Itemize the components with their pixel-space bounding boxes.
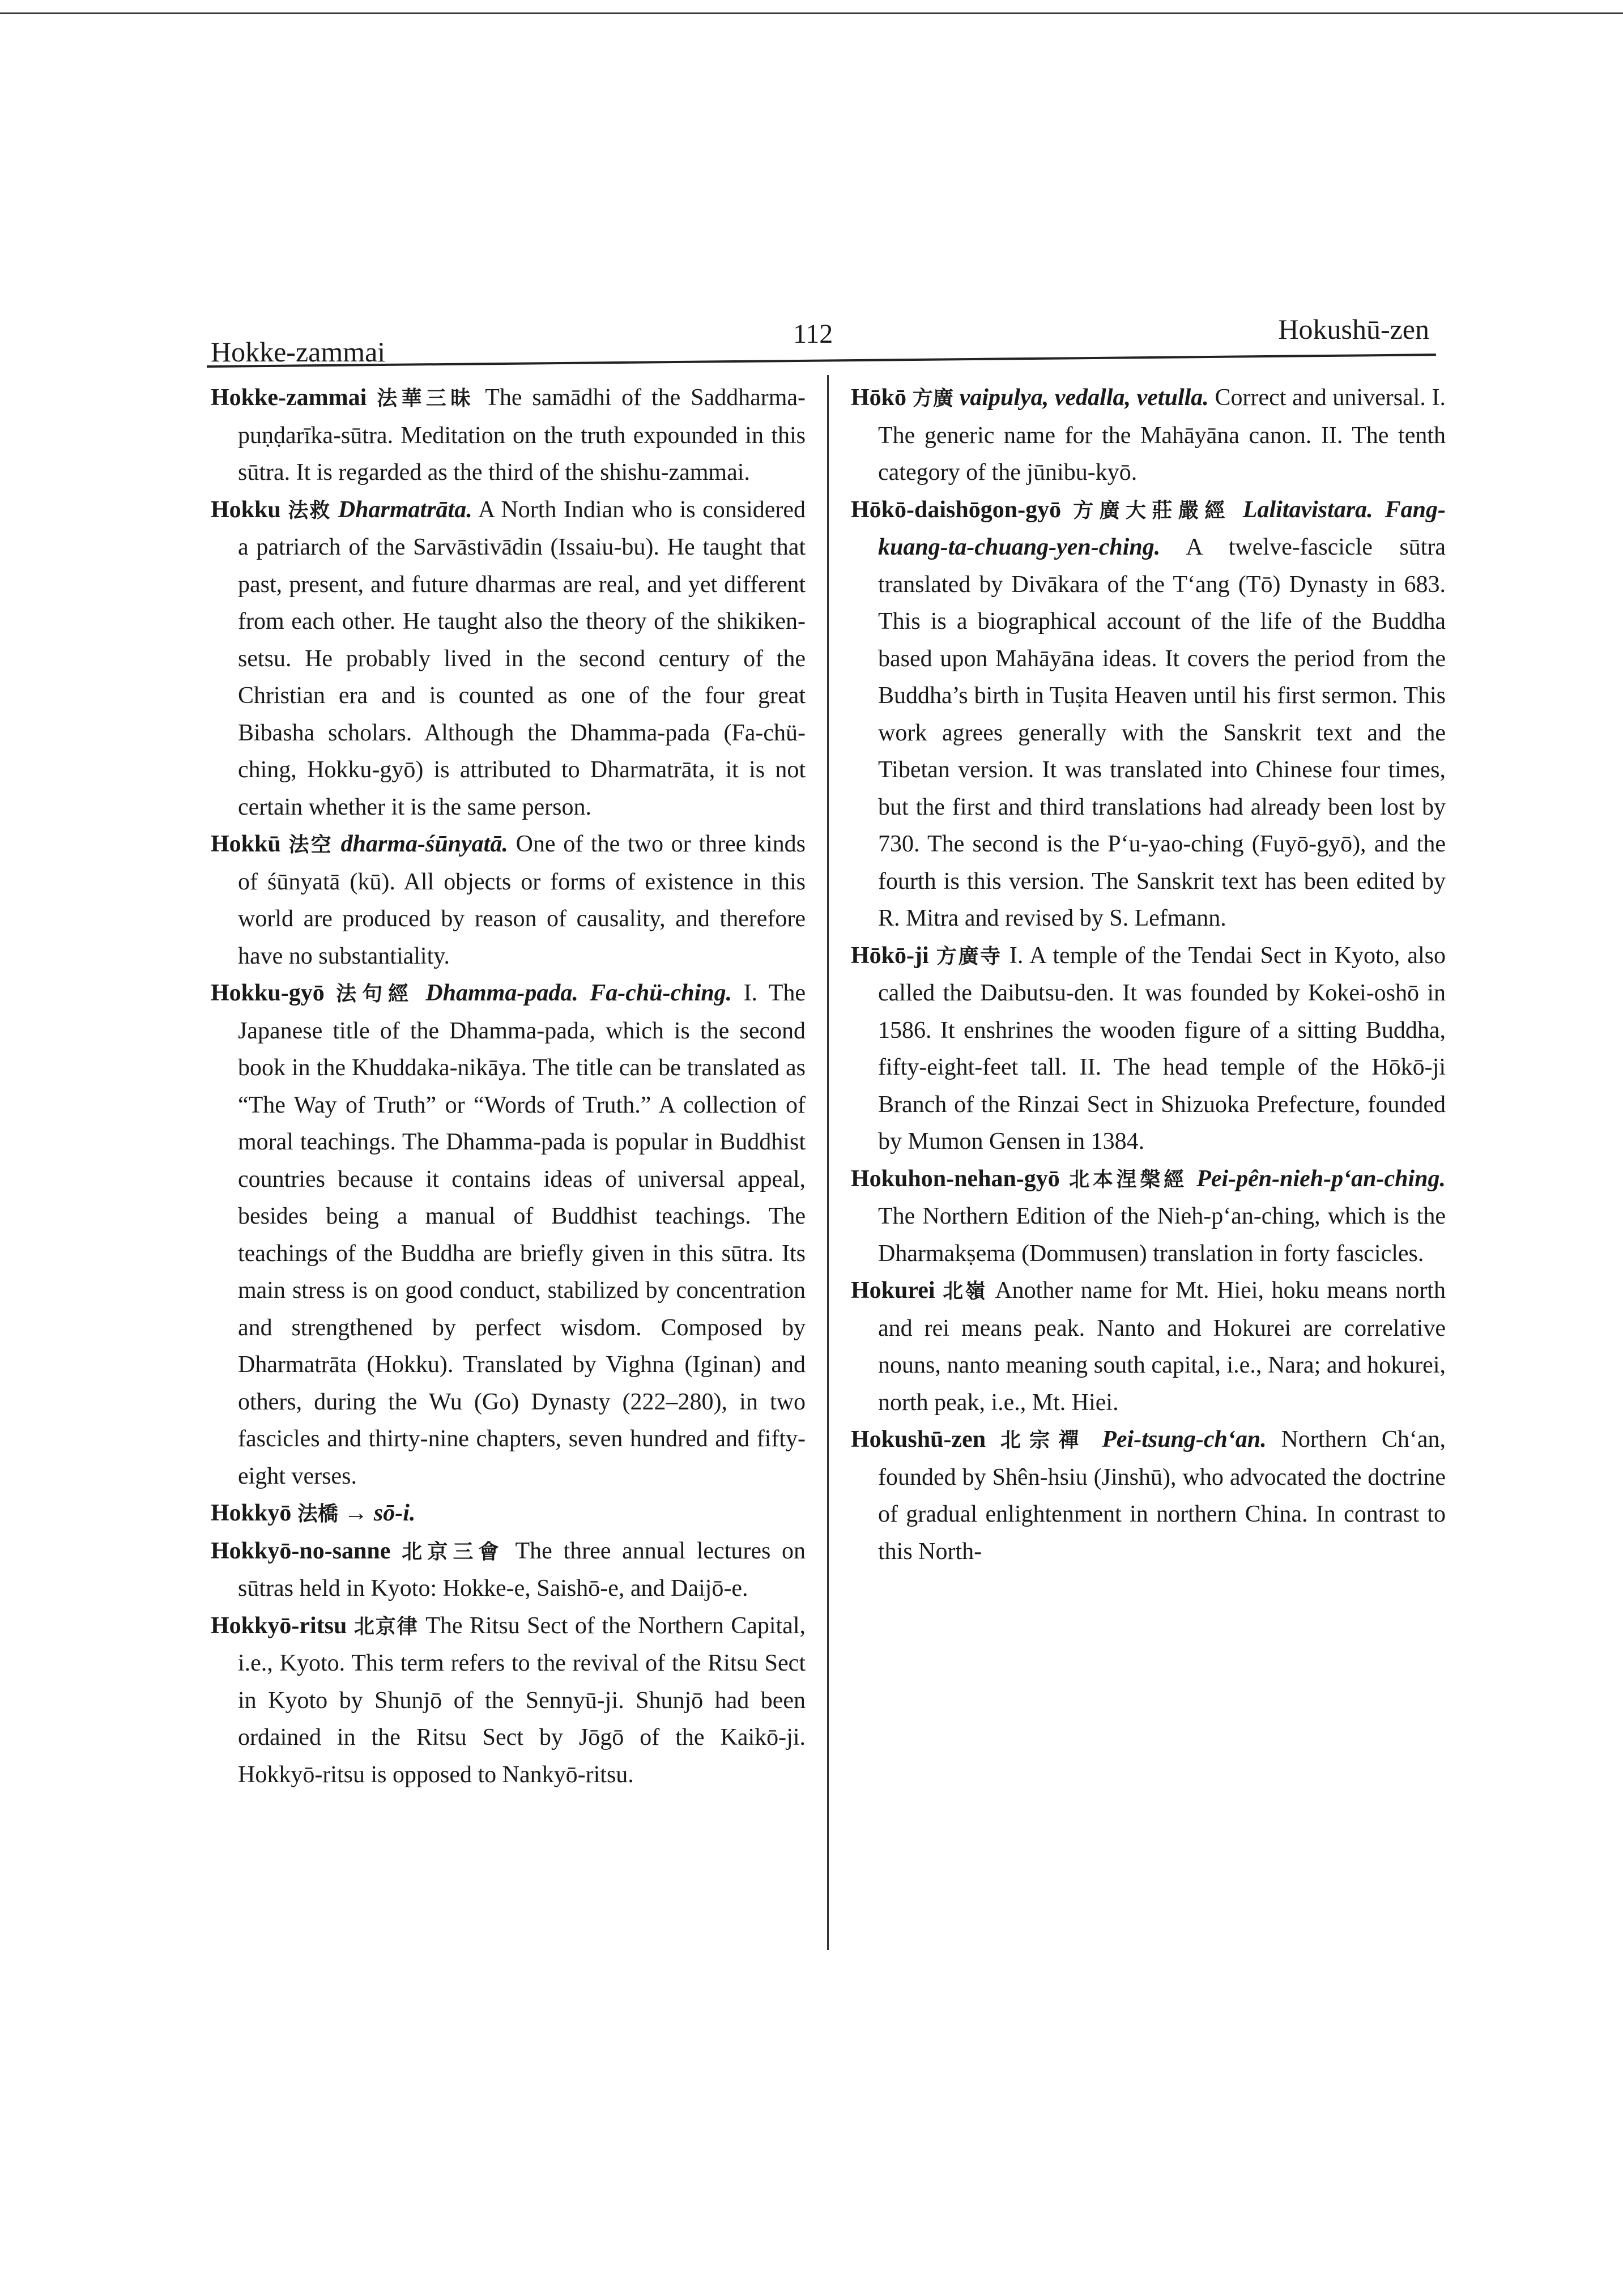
column-divider <box>827 375 829 1950</box>
definition: Correct and universal. I. The generic name for the Mahāyāna canon. II. The tenth category of the jūnibu-kyō. <box>878 385 1446 485</box>
entry-hokushu-zen <box>851 1421 1446 1570</box>
entry-hokku-sunyata <box>211 826 806 975</box>
definition: Another name for Mt. Hiei, hoku means north and rei means peak. Nanto and Hokurei are correlative nouns, nanto meaning south capital, i.e., Nara; and hokurei, north peak, i.e., Mt. Hiei. <box>878 1277 1446 1416</box>
running-head-left: Hokke-zammai <box>211 336 386 368</box>
headword: Hōkō <box>851 385 907 411</box>
term: dharma-śūnyatā. <box>340 831 508 857</box>
kanji: 法空 <box>288 833 333 857</box>
definition: A twelve-fascicle sūtra translated by Divākara of the T‘ang (Tō) Dynasty in 683. This is a biographical account of the life of the Buddha based upon Mahāyāna ideas. It covers the period from the Buddha’s birth in Tuṣita Heaven until his first sermon. This work agrees generally with the Sanskrit text and the Tibetan version. It was translated into Chinese four times, but the first and third translations had already been lost by 730. The second is the P‘u-yao-ching (Fuyō-gyō), and the fourth is this version. The Sanskrit text has been edited by R. Mitra and revised by S. Lefmann. <box>878 534 1446 931</box>
kanji: 法救 <box>288 499 331 522</box>
headword: Hokurei <box>851 1277 935 1304</box>
kanji: 方廣寺 <box>936 944 1002 968</box>
headword: Hokkyō-ritsu <box>211 1612 347 1639</box>
entry-hokke-zammai <box>211 380 806 492</box>
kanji: 北本涅槃經 <box>1069 1168 1187 1191</box>
headword: Hōkō-daishōgon-gyō <box>851 496 1062 523</box>
kanji: 北京律 <box>353 1615 419 1638</box>
term: vaipulya, vedalla, vetulla. <box>959 385 1209 411</box>
entry-hokku <box>211 492 806 827</box>
page-number: 112 <box>793 319 833 349</box>
definition: I. A temple of the Tendai Sect in Kyoto, also called the Daibutsu-den. It was founded by Kokei-oshō in 1586. It enshrines the wooden figure of a sitting Buddha, fifty-eight-feet tall. II. The head temple of the Hōkō-ji Branch of the Rinzai Sect in Shizuoka Prefecture, founded by Mumon Gensen in 1384. <box>878 942 1446 1155</box>
headword: Hokku-gyō <box>211 980 325 1006</box>
cross-reference: → sō-i. <box>344 1500 416 1526</box>
definition: The Northern Edition of the Nieh-p‘an-ching, which is the Dharmakṣema (Dommusen) translation in forty fascicles. <box>878 1203 1446 1267</box>
definition: The Ritsu Sect of the Northern Capital, i.e., Kyoto. This term refers to the revival of the Ritsu Sect in Kyoto by Shunjō of the Sennyū-ji. Shunjō had been ordained in the Ritsu Sect by Jōgō of the Kaikō-ji. Hokkyō-ritsu is opposed to Nankyō-ritsu. <box>238 1612 806 1788</box>
definition: A North Indian who is considered a patriarch of the Sarvāstivādin (Issaiu-bu). He taught that past, present, and future dharmas are real, and yet different from each other. He taught also the theory of the shikiken-setsu. He probably lived in the second century of the Christian era and is counted as one of the four great Bibasha scholars. Although the Dhamma-pada (Fa-chü-ching, Hokku-gyō) is attributed to Dharmatrāta, it is not certain whether it is the same person. <box>238 496 806 820</box>
term: Lalitavistara. Fang-kuang-ta-chuang-yen-ching. <box>878 496 1446 560</box>
entry-hokuhon-nehan-gyo <box>851 1161 1446 1273</box>
kanji: 北京三會 <box>402 1540 504 1564</box>
headword: Hokuhon-nehan-gyō <box>851 1165 1060 1192</box>
headword: Hokkyō <box>211 1500 292 1526</box>
headword: Hokkyō-no-sanne <box>211 1537 391 1564</box>
kanji: 法華三昧 <box>377 387 475 410</box>
definition: The three annual lectures on sūtras held in Kyoto: Hokke-e, Saishō-e, and Daijō-e. <box>238 1537 806 1601</box>
entry-hokurei <box>851 1272 1446 1421</box>
definition: One of the two or three kinds of śūnyatā (kū). All objects or forms of existence in this world are produced by reason of causality, and therefore have no substantiality. <box>238 831 806 969</box>
term: Pei-pên-nieh-p‘an-ching. <box>1196 1165 1446 1192</box>
definition: The samādhi of the Saddharma-puṇḍarīka-sūtra. Meditation on the truth expounded in this sūtra. It is regarded as the third of the shishu-zammai. <box>238 385 806 485</box>
kanji: 北嶺 <box>943 1280 987 1303</box>
entry-hokkyo <box>211 1495 806 1533</box>
header-rule <box>207 353 1436 368</box>
headword: Hokke-zammai <box>211 385 367 411</box>
entry-hoko-daishogon-gyo <box>851 492 1446 938</box>
headword: Hōkō-ji <box>851 942 929 969</box>
entry-hoko-ji <box>851 938 1446 1161</box>
kanji: 法句經 <box>336 982 414 1006</box>
kanji: 方廣大莊嚴經 <box>1073 499 1231 522</box>
left-column <box>211 380 806 1794</box>
entry-hokkyo-no-sanne <box>211 1533 806 1608</box>
definition: I. The Japanese title of the Dhamma-pada, which is the second book in the Khuddaka-nikāya. The title can be translated as “The Way of Truth” or “Words of Truth.” A collection of moral teachings. The Dhamma-pada is popular in Buddhist countries because it contains ideas of universal appeal, besides being a manual of Buddhist teachings. The teachings of the Buddha are briefly given in this sūtra. Its main stress is on good conduct, stabilized by concentration and strengthened by perfect wisdom. Composed by Dharmatrāta (Hokku). Translated by Vighna (Iginan) and others, during the Wu (Go) Dynasty (222–280), in two fascicles and thirty-nine chapters, seven hundred and fifty-eight verses. <box>238 980 806 1489</box>
term: Pei-tsung-ch‘an. <box>1102 1426 1267 1452</box>
running-head-right: Hokushū-zen <box>1278 313 1429 345</box>
kanji: 方廣 <box>912 387 954 410</box>
kanji: 法橋 <box>297 1502 338 1526</box>
entry-hokku-gyo <box>211 975 806 1495</box>
headword: Hokkū <box>211 831 281 857</box>
kanji: 北宗禪 <box>1000 1429 1088 1452</box>
term: Dharmatrāta. <box>338 496 472 523</box>
definition: Northern Ch‘an, founded by Shên-hsiu (Jinshū), who advocated the doctrine of gradual enlightenment in northern China. In contrast to this North- <box>878 1426 1446 1565</box>
headword: Hokushū-zen <box>851 1426 986 1452</box>
headword: Hokku <box>211 496 281 523</box>
term: Dhamma-pada. Fa-chü-ching. <box>425 980 732 1006</box>
entry-hokkyo-ritsu <box>211 1608 806 1794</box>
scan-top-rule <box>0 12 1623 14</box>
right-column <box>851 380 1446 1570</box>
entry-hoko <box>851 380 1446 492</box>
